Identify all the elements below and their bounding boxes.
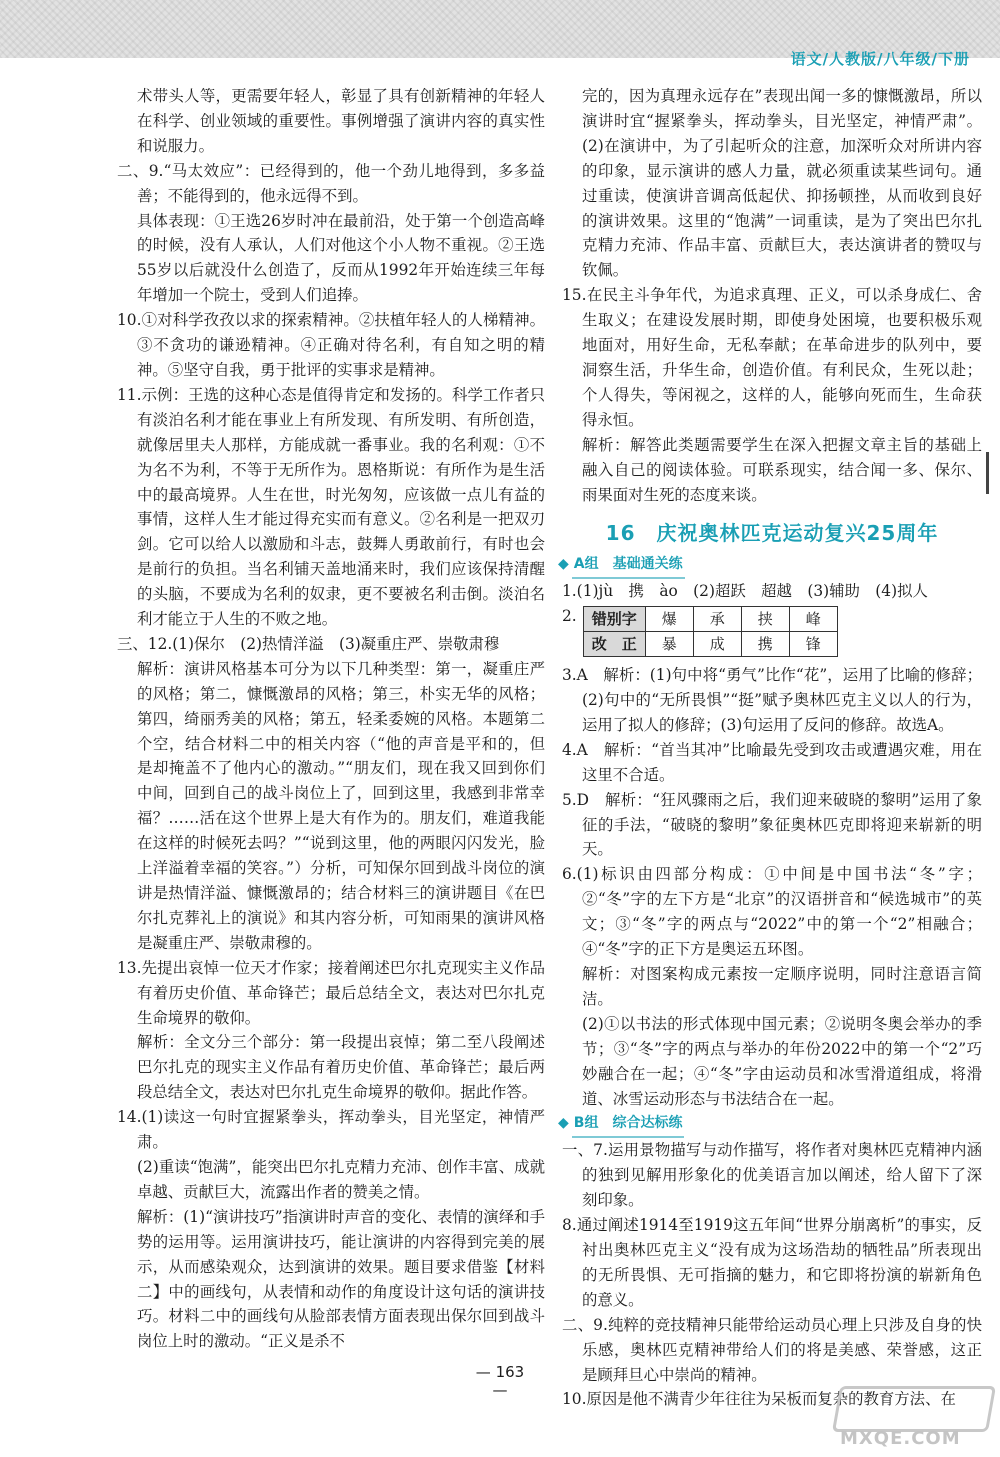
answer-item: 13.先提出哀悼一位天才作家；接着阐述巴尔扎克现实主义作品有着历史价值、革命锋芒；最后总结全文，表达对巴尔扎克生命境界的敬仰。 bbox=[117, 958, 545, 1027]
margin-mark bbox=[986, 452, 989, 494]
answer-item: 8.通过阐述1914至1919这五年间“世界分崩离析”的事实，反衬出奥林匹克主义“没有成为这场浩劫的牺牲品”所表现出的无所畏惧、无可指摘的魅力，和它即将扮演的崭新角色的意义。 bbox=[562, 1216, 982, 1309]
answer-item: 三、12.(1)保尔 (2)热情洋溢 (3)凝重庄严、崇敬肃穆 bbox=[117, 634, 500, 653]
table-row bbox=[583, 607, 837, 632]
section-title: 16 庆祝奥林匹克运动复兴25周年 bbox=[605, 521, 939, 546]
answer-item: 二、9.“马太效应”：已经得到的，他一个劲儿地得到，多多益善；不能得到的，他永远得不到。 bbox=[117, 161, 545, 205]
answer-item: 3.A 解析：(1)句中将“勇气”比作“花”，运用了比喻的修辞；(2)句中的“无所畏惧”“挺”赋予奥林匹克主义以人的行为，运用了拟人的修辞；(3)句运用了反问的修辞。故选A。 bbox=[562, 666, 982, 734]
diamond-icon: ◆ bbox=[558, 1115, 569, 1132]
table-cell: 暴 bbox=[645, 632, 693, 657]
watermark-frame bbox=[832, 1386, 996, 1432]
watermark-logo bbox=[836, 1386, 986, 1450]
table-cell: 爆 bbox=[645, 607, 693, 632]
table-row bbox=[583, 632, 837, 657]
answer-item: 6.(1)标识由四部分构成：①中间是中国书法“冬”字；②“冬”字的左下方是“北京”的汉语拼音和“候选城市”的英文；③“冬”字的两点与“2022”中的第一个“2”相融合；④“冬”字的正下方是奥运五环图。 bbox=[562, 865, 982, 959]
answer-item: 5.D 解析：“狂风骤雨之后，我们迎来破晓的黎明”运用了象征的手法，“破晓的黎明”象征奥林匹克即将迎来崭新的明天。 bbox=[562, 790, 982, 859]
table-header-cell: 错别字 bbox=[583, 607, 645, 632]
analysis-paragraph: 解析：全文分三个部分：第一段提出哀悼；第二至八段阐述巴尔扎克的现实主义作品有着历史价值、革命锋芒；最后两段总结全文，表达对巴尔扎克生命境界的敬仰。据此作答。 bbox=[137, 1033, 545, 1102]
analysis-paragraph: 解析：演讲风格基本可分为以下几种类型：第一，凝重庄严的风格；第二，慷慨激昂的风格；第三，朴实无华的风格；第四，绮丽秀美的风格；第五，轻柔委婉的风格。本题第二个空，结合材料二中的相关内容（“他的声音是平和的，但是却掩盖不了他内心的激动。”“朋友们，现在我又回到你们中间，回到自己的战斗岗位上了，回到这里，我感到非常幸福？……活在这个世界上是大有作为的。朋友们，难道我能在这样的时候死去吗？”“说到这里，他的两眼闪闪发光，脸上洋溢着幸福的笑容。”）分析，可知保尔回到战斗岗位的演讲是热情洋溢、慷慨激昂的；结合材料三的演讲题目《在巴尔扎克葬礼上的演说》和其内容分析，可知雨果的演讲风格是凝重庄严、崇敬肃穆的。 bbox=[137, 659, 545, 952]
left-column bbox=[117, 84, 545, 1354]
answer-item: 4.A 解析：“首当其冲”比喻最先受到攻击或遭遇灾难，用在这里不合适。 bbox=[562, 740, 982, 784]
diamond-icon: ◆ bbox=[558, 556, 569, 573]
table-header-cell: 改 正 bbox=[583, 632, 645, 657]
answer-item: 10.①对科学孜孜以求的探索精神。②扶植年轻人的人梯精神。③不贪功的谦逊精神。④正确对待名利，有自知之明的精神。⑤坚守自我，勇于批评的实事求是精神。 bbox=[117, 311, 545, 379]
answer-item: 一、7.运用景物描写与动作描写，将作者对奥林匹克精神内涵的独到见解用形象化的优美语言加以阐述，给人留下了深刻印象。 bbox=[562, 1141, 982, 1210]
answer-item: 11.示例：王选的这种心态是值得肯定和发扬的。科学工作者只有淡泊名利才能在事业上有所发现、有所发明、有所创造，就像居里夫人那样，方能成就一番事业。我的名利观：①不为名不为利，不等于无所作为。恩格斯说：有所作为是生活中的最高境界。人生在世，时光匆匆，应该做一点儿有益的事情，这样人生才能过得充实而有意义。②名利是一把双刃剑。它可以给人以激励和斗志，鼓舞人勇敢前行，有时也会是前行的负担。当名利铺天盖地涌来时，我们应该保持清醒的头脑，不要成为名利的奴隶，更不要被名利击倒。淡泊名利才能立于人生的不败之地。 bbox=[117, 385, 545, 629]
correction-table bbox=[583, 606, 838, 657]
group-b-label: B组 综合达标练 bbox=[572, 1111, 685, 1138]
watermark-url: MXQE.COM bbox=[840, 1428, 961, 1449]
table-cell: 成 bbox=[693, 632, 741, 657]
paragraph: 具体表现：①王选26岁时冲在最前沿，处于第一个创造高峰的时候，没有人承认，人们对他这个小人物不重视。②王选55岁以后就没什么创造了，反而从1992年开始连续三年每年增加一个院士，受到人们追捧。 bbox=[137, 211, 545, 305]
group-b-heading bbox=[558, 1111, 982, 1138]
answer-item: 10.原因是他不满青少年往往为呆板而复杂的教育方法、在 bbox=[562, 1390, 956, 1409]
answer-item: 14.(1)读这一句时宜握紧拳头，挥动拳头，目光坚定，神情严肃。 bbox=[117, 1108, 545, 1152]
group-a-heading bbox=[558, 552, 982, 579]
analysis-paragraph: 解析：对图案构成元素按一定顺序说明，同时注意语言简洁。 bbox=[582, 965, 982, 1008]
series-label: 语文/人教版/八年级/下册 bbox=[790, 50, 970, 68]
table-cell: 挟 bbox=[741, 607, 789, 632]
paragraph: (2)重读“饱满”，能突出巴尔扎克精力充沛、创作丰富、成就卓越、贡献巨大，流露出作者的赞美之情。 bbox=[137, 1157, 545, 1201]
page-number: — 163 — bbox=[475, 1363, 525, 1399]
table-cell: 承 bbox=[693, 607, 741, 632]
paragraph: (2)①以书法的形式体现中国元素；②说明冬奥会举办的季节；③“冬”字的两点与举办的年份2022中的第一个“2”巧妙融合在一起；④“冬”字由运动员和冰雪滑道组成，将滑道、冰雪运动形态与书法结合在一起。 bbox=[582, 1014, 982, 1108]
right-column bbox=[558, 84, 982, 1412]
answer-item: 1.(1)jù 携 ào (2)超跃 超越 (3)辅助 (4)拟人 bbox=[562, 582, 928, 601]
group-a-label: A组 基础通关练 bbox=[572, 552, 685, 579]
table-cell: 携 bbox=[741, 632, 789, 657]
answer-item: 二、9.纯粹的竞技精神只能带给运动员心理上只涉及自身的快乐感，奥林匹克精神带给人们的将是美感、荣誉感，这正是顾拜旦心中崇尚的精神。 bbox=[562, 1315, 982, 1384]
answer-item: 15.在民主斗争年代，为追求真理、正义，可以杀身成仁、舍生取义；在建设发展时期，即使身处困境，也要积极乐观地面对，用好生命，无私奉献；在革命进步的队列中，要洞察生活，升华生命，创造价值。有利民众，生死以赴；个人得失，等闲视之，这样的人，能够向死而生，生命获得永恒。 bbox=[562, 286, 982, 429]
paragraph: 完的，因为真理永远存在”表现出闻一多的慷慨激昂，所以演讲时宜“握紧拳头，挥动拳头，目光坚定，神情严肃”。(2)在演讲中，为了引起听众的注意，加深听众对所讲内容的印象，显示演讲的感人力量，就必须重读某些词句。通过重读，使演讲音调高低起伏、抑扬顿挫，从而收到良好的演讲效果。这里的“饱满”一词重读，是为了突出巴尔扎克精力充沛、作品丰富、贡献巨大，表达演讲者的赞叹与钦佩。 bbox=[582, 87, 982, 280]
table-cell: 峰 bbox=[789, 607, 837, 632]
analysis-paragraph: 解析：解答此类题需要学生在深入把握文章主旨的基础上融入自己的阅读体验。可联系现实，结合闻一多、保尔、雨果面对生死的态度来谈。 bbox=[582, 435, 982, 504]
answer-item-2 bbox=[562, 604, 982, 663]
item-number: 2. bbox=[562, 607, 577, 626]
analysis-paragraph: 解析：(1)“演讲技巧”指演讲时声音的变化、表情的演绎和手势的运用等。运用演讲技巧，能让演讲的内容得到完美的展示，从而感染观众，达到演讲的效果。题目要求借鉴【材料二】中的画线句，从表情和动作的角度设计这句话的演讲技巧。材料二中的画线句从脸部表情方面表现出保尔回到战斗岗位上时的激动。“正义是杀不 bbox=[137, 1207, 545, 1351]
table-cell: 锋 bbox=[789, 632, 837, 657]
paragraph: 术带头人等，更需要年轻人，彰显了具有创新精神的年轻人在科学、创业领域的重要性。事例增强了演讲内容的真实性和说服力。 bbox=[137, 87, 545, 155]
